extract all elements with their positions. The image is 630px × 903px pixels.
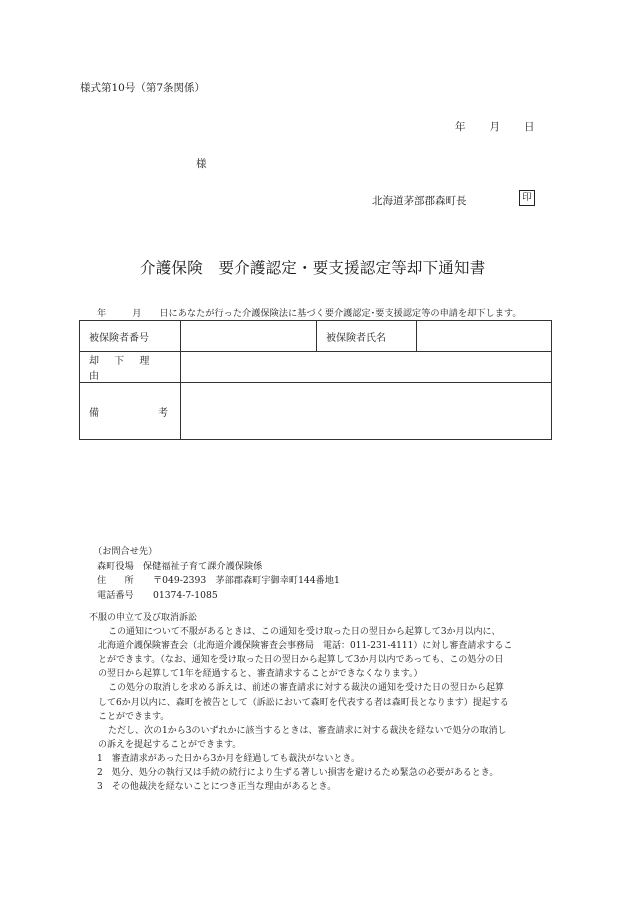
- addressee-suffix: 様: [196, 158, 207, 170]
- insured-name-label: 被保険者氏名: [317, 321, 417, 352]
- date-day-label: 日: [524, 121, 535, 133]
- contact-address-label: 住 所: [97, 575, 134, 586]
- appeal-exception-item: 1 審査請求があった日から3か月を経過しても裁決がないとき。: [97, 753, 361, 764]
- date-month-label: 月: [489, 121, 500, 133]
- remarks-label-char-1: 備: [89, 407, 99, 419]
- appeal-exception-item: 2 処分、処分の執行又は手続の続行により生ずる著しい損害を避けるため緊急の必要があるとき。: [97, 768, 499, 779]
- issuer-name: 北海道茅部郡森町長: [372, 195, 467, 207]
- contact-heading: （お問合せ先）: [93, 546, 158, 557]
- appeal-text-line: ことができます。: [98, 711, 170, 722]
- seal-mark: 印: [519, 190, 535, 206]
- intro-text: 日にあなたが行った介護保険法に基づく要介護認定･要支援認定等の申請を却下します。: [159, 308, 522, 319]
- appeal-heading: 不服の申立て及び取消訴訟: [89, 613, 198, 623]
- appeal-text-line: の訴えを提起することができます。: [98, 739, 242, 750]
- contact-address-row: [93, 574, 340, 589]
- appeal-text-line: この通知について不服があるときは、この通知を受け取った日の翌日から起算して3か月以内に、: [108, 627, 501, 638]
- intro-year-label: 年: [97, 308, 107, 319]
- remarks-label-char-2: 考: [158, 407, 168, 419]
- contact-office: 森町役場 保健福祉子育て課介護保険係: [97, 560, 263, 572]
- notice-table: [79, 320, 552, 440]
- appeal-notice: [89, 611, 559, 794]
- appeal-text-line: して6か月以内に、森町を被告として（訴訟において森町を代表する者は森町長となります）提起する: [98, 697, 509, 708]
- appeal-exception-item: 3 その他裁決を経ないことにつき正当な理由があるとき。: [97, 782, 337, 793]
- rejection-reason-label: [80, 352, 181, 383]
- appeal-text-line: この処分の取消しを求める訴えは、前述の審査請求に対する裁決の通知を受けた日の翌日から起算: [108, 683, 505, 694]
- insured-number-field[interactable]: [181, 321, 317, 352]
- contact-block: [93, 545, 340, 603]
- appeal-text-line: の翌日から起算して1年を経過すると、審査請求することができなくなります。）: [98, 669, 423, 680]
- date-year-label: 年: [455, 121, 466, 133]
- table-row: [80, 352, 552, 383]
- appeal-text-line: 北海道介護保険審査会（北海道介護保険審査会事務局 電話：011-231-4111）に対し審査請求するこ: [98, 641, 513, 652]
- intro-month-label: 月: [132, 308, 142, 319]
- rejection-reason-field[interactable]: [181, 352, 552, 383]
- insured-number-label: 被保険者番号: [80, 321, 181, 352]
- remarks-field[interactable]: [181, 383, 552, 440]
- document-title: 介護保険 要介護認定・要支援認定等却下通知書: [140, 259, 486, 277]
- appeal-text-line: ただし、次の1から3のいずれかに該当するときは、審査請求に対する裁決を経ないで処分の取消し: [108, 725, 507, 736]
- contact-phone-label: 電話番号: [97, 589, 134, 601]
- table-row: [80, 321, 552, 352]
- contact-phone-row: [93, 589, 340, 604]
- rejection-reason-label-text: 却 下 理 由: [89, 356, 156, 382]
- appeal-text-line: とができます。（なお、通知を受け取った日の翌日から起算して3か月以内であっても、この処分の日: [98, 655, 504, 666]
- intro-sentence: [97, 305, 522, 319]
- form-number: 様式第10号（第7条関係）: [80, 82, 206, 94]
- table-row: [80, 383, 552, 440]
- remarks-label: [80, 383, 181, 440]
- contact-address: 〒049-2393 茅部郡森町宇御幸町144番地1: [153, 575, 340, 586]
- remarks-label-wrap: [89, 404, 180, 419]
- insured-name-field[interactable]: [417, 321, 552, 352]
- contact-phone: 01374-7-1085: [153, 589, 218, 601]
- issue-date: [455, 119, 535, 134]
